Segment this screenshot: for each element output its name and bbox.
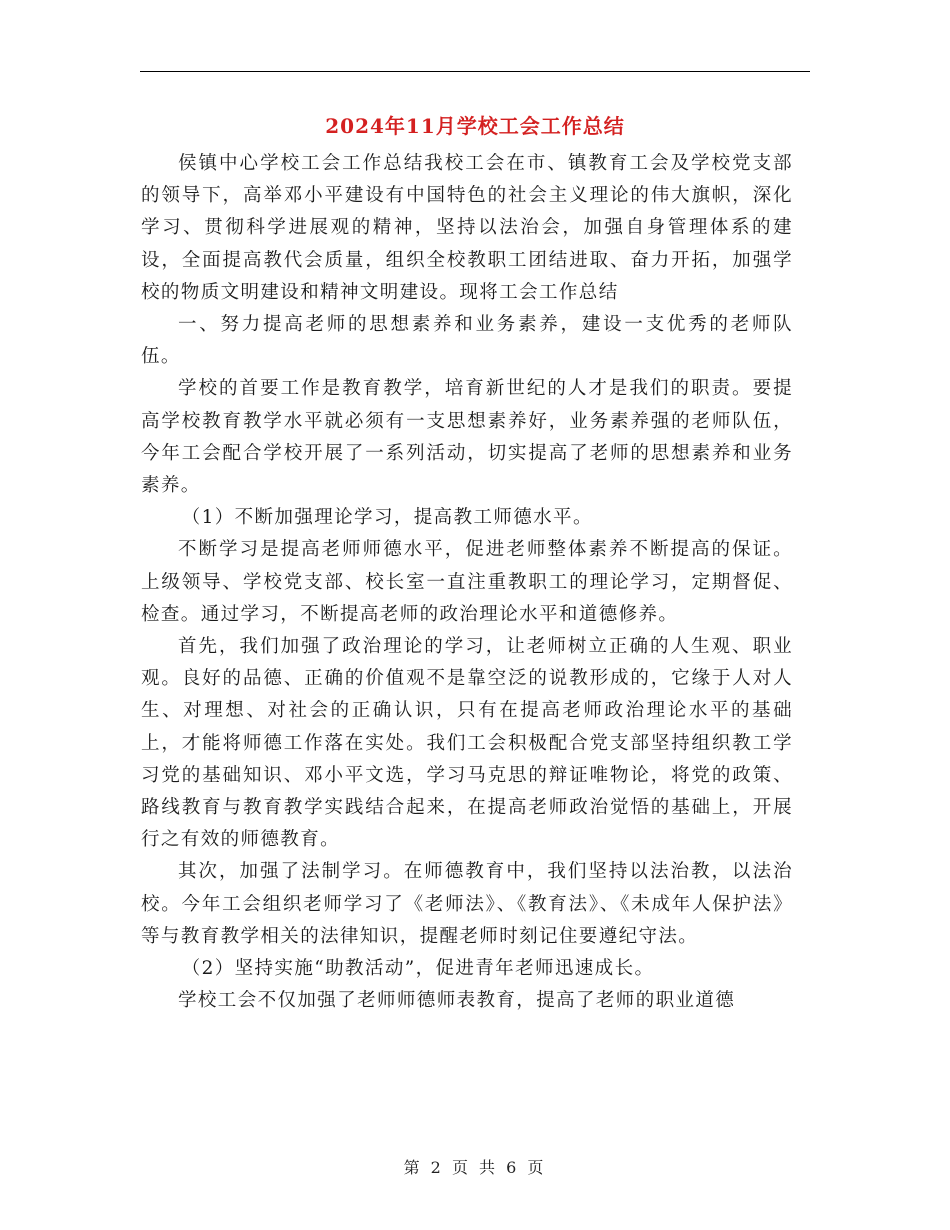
paragraph: 其次，加强了法制学习。在师德教育中，我们坚持以法治教，以法治校。今年工会组织老师学习了《老师法》、《教育法》、《未成年人保护法》等与教育教学相关的法律知识，提醒老师时刻记住要遵纪守法。 [141, 861, 793, 947]
paragraph: 不断学习是提高老师师德水平，促进老师整体素养不断提高的保证。上级领导、学校党支部、校长室一直注重教职工的理论学习，定期督促、检查。通过学习，不断提高老师的政治理论水平和道德修养。 [141, 539, 793, 625]
paragraph: 学校工会不仅加强了老师师德师表教育，提高了老师的职业道德 [178, 990, 736, 1012]
document-body [141, 148, 793, 1017]
paragraph: 首先，我们加强了政治理论的学习，让老师树立正确的人生观、职业观。良好的品德、正确的价值观不是靠空泛的说教形成的，它缘于人对人生、对理想、对社会的正确认识，只有在提高老师政治理论水平的基础上，才能将师德工作落在实处。我们工会积极配合党支部坚持组织教工学习党的基础知识、邓小平文选，学习马克思的辩证唯物论，将党的政策、路线教育与教育教学实践结合起来，在提高老师政治觉悟的基础上，开展行之有效的师德教育。 [141, 636, 793, 851]
paragraph: 学校的首要工作是教育教学，培育新世纪的人才是我们的职责。要提高学校教育教学水平就必须有一支思想素养好，业务素养强的老师队伍，今年工会配合学校开展了一系列活动，切实提高了老师的思想素养和业务素养。 [141, 378, 793, 497]
section-heading-1: 一、努力提高老师的思想素养和业务素养，建设一支优秀的老师队伍。 [141, 314, 793, 368]
paragraph-intro: 侯镇中心学校工会工作总结我校工会在市、镇教育工会及学校党支部的领导下，高举邓小平建设有中国特色的社会主义理论的伟大旗帜，深化学习、贯彻科学进展观的精神，坚持以法治会，加强自身管理体系的建设，全面提高教代会质量，组织全校教职工团结进取、奋力开拓，加强学校的物质文明建设和精神文明建设。现将工会工作总结 [141, 153, 793, 303]
page-number-footer: 第 2 页 共 6 页 [403, 1158, 547, 1177]
page-title: 2024年11月学校工会工作总结 [325, 114, 625, 138]
subsection-heading-2: （2）坚持实施“助教活动”，促进青年老师迅速成长。 [181, 958, 655, 980]
subsection-heading-1: （1）不断加强理论学习，提高教工师德水平。 [181, 507, 593, 529]
header-rule [140, 71, 810, 72]
